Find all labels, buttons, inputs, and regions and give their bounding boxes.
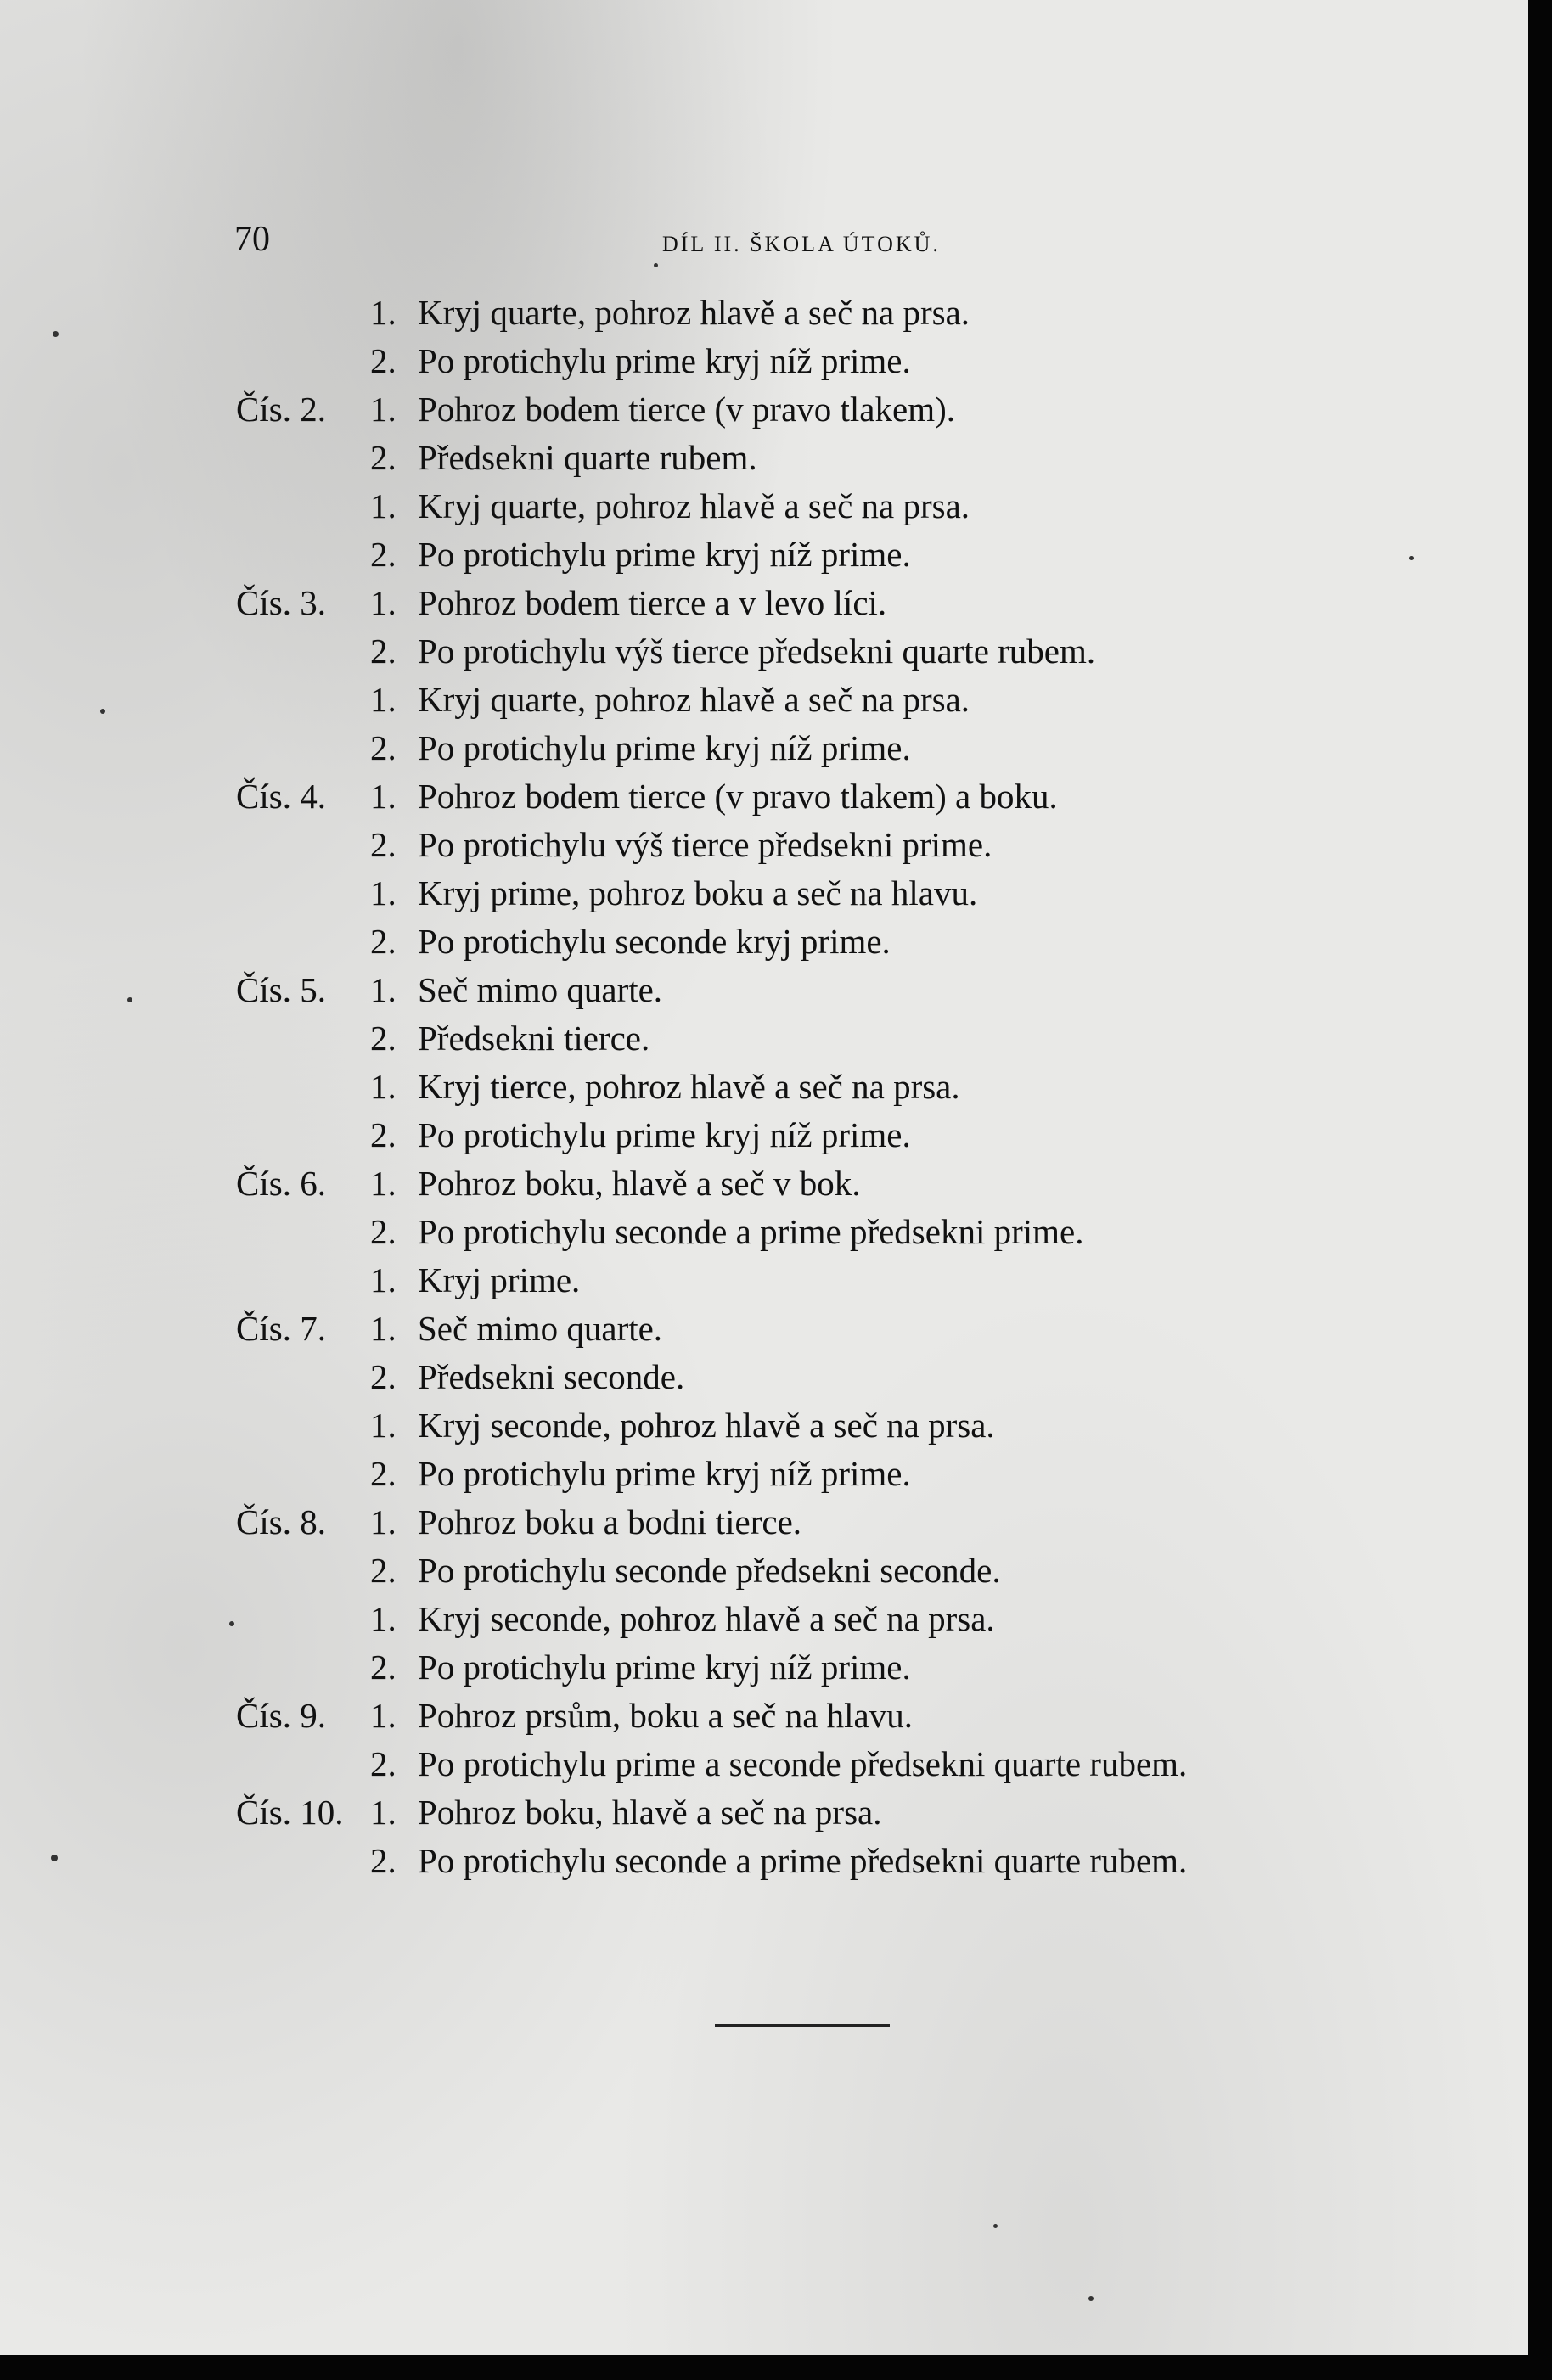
- text-line: [236, 1498, 1484, 1546]
- step-number: 1.: [370, 1793, 396, 1832]
- paper-speck: [1088, 2296, 1094, 2301]
- step-text: Po protichylu seconde a prime předsekni prime.: [418, 1212, 1084, 1251]
- text-line: [236, 676, 1484, 724]
- step-text: Po protichylu seconde předsekni seconde.: [418, 1551, 1001, 1590]
- step-number: 2.: [370, 1841, 396, 1880]
- step-text: Kryj prime, pohroz boku a seč na hlavu.: [418, 873, 978, 912]
- step-text: Kryj quarte, pohroz hlavě a seč na prsa.: [418, 680, 970, 719]
- step-number: 2.: [370, 1454, 396, 1493]
- step-text: Pohroz boku, hlavě a seč na prsa.: [418, 1793, 882, 1832]
- exercise-label: Čís. 4.: [236, 777, 326, 816]
- text-line: [236, 1546, 1484, 1595]
- text-line: [236, 821, 1484, 869]
- step-number: 2.: [370, 1551, 396, 1590]
- text-line: [236, 966, 1484, 1014]
- exercise-label: Čís. 10.: [236, 1793, 344, 1832]
- page-number: 70: [234, 220, 270, 259]
- exercise-label: Čís. 2.: [236, 390, 326, 429]
- step-number: 1.: [370, 1599, 396, 1638]
- step-number: 1.: [370, 293, 396, 332]
- text-line: [236, 289, 1484, 337]
- step-text: Po protichylu výš tierce předsekni prime.: [418, 825, 992, 864]
- exercise-label: Čís. 7.: [236, 1309, 326, 1348]
- step-text: Kryj quarte, pohroz hlavě a seč na prsa.: [418, 293, 970, 332]
- step-number: 2.: [370, 728, 396, 767]
- text-line: [236, 579, 1484, 627]
- step-number: 1.: [370, 680, 396, 719]
- step-text: Po protichylu výš tierce předsekni quarte rubem.: [418, 631, 1096, 671]
- exercise-label: Čís. 3.: [236, 583, 326, 622]
- step-number: 2.: [370, 535, 396, 574]
- step-text: Kryj seconde, pohroz hlavě a seč na prsa.: [418, 1406, 995, 1445]
- text-line: [236, 1643, 1484, 1692]
- step-number: 1.: [370, 390, 396, 429]
- step-text: Předsekni seconde.: [418, 1357, 685, 1396]
- step-number: 2.: [370, 825, 396, 864]
- step-text: Seč mimo quarte.: [418, 1309, 663, 1348]
- exercise-label: Čís. 8.: [236, 1502, 326, 1541]
- paper-speck: [100, 709, 105, 714]
- step-text: Po protichylu prime kryj níž prime.: [418, 1115, 911, 1154]
- step-text: Po protichylu prime kryj níž prime.: [418, 728, 911, 767]
- text-line: [236, 530, 1484, 579]
- step-number: 2.: [370, 1647, 396, 1687]
- text-line: [236, 1740, 1484, 1788]
- text-line: [236, 1159, 1484, 1208]
- text-line: [236, 1450, 1484, 1498]
- text-line: [236, 1111, 1484, 1159]
- exercise-label: Čís. 9.: [236, 1696, 326, 1735]
- step-text: Po protichylu seconde a prime předsekni quarte rubem.: [418, 1841, 1188, 1880]
- step-number: 1.: [370, 777, 396, 816]
- text-line: [236, 1401, 1484, 1450]
- text-line: [236, 1014, 1484, 1063]
- exercise-list: [236, 289, 1484, 1885]
- paper-speck: [1409, 556, 1414, 560]
- step-number: 1.: [370, 1067, 396, 1106]
- paper-speck: [993, 2224, 998, 2228]
- step-text: Předsekni tierce.: [418, 1019, 650, 1058]
- step-number: 2.: [370, 1115, 396, 1154]
- text-line: [236, 869, 1484, 918]
- step-number: 2.: [370, 1744, 396, 1783]
- step-text: Pohroz boku, hlavě a seč v bok.: [418, 1164, 861, 1203]
- text-line: [236, 1595, 1484, 1643]
- step-text: Kryj tierce, pohroz hlavě a seč na prsa.: [418, 1067, 960, 1106]
- step-number: 1.: [370, 1696, 396, 1735]
- paper-speck: [127, 997, 132, 1002]
- step-number: 1.: [370, 1164, 396, 1203]
- text-line: [236, 337, 1484, 385]
- step-text: Po protichylu seconde kryj prime.: [418, 922, 891, 961]
- step-number: 1.: [370, 873, 396, 912]
- step-text: Kryj quarte, pohroz hlavě a seč na prsa.: [418, 486, 970, 525]
- text-line: [236, 1256, 1484, 1305]
- step-number: 2.: [370, 1357, 396, 1396]
- running-head: DÍL II. ŠKOLA ÚTOKŮ.: [662, 232, 941, 256]
- step-text: Pohroz bodem tierce (v pravo tlakem) a boku.: [418, 777, 1058, 816]
- step-text: Po protichylu prime kryj níž prime.: [418, 1647, 911, 1687]
- step-number: 1.: [370, 1502, 396, 1541]
- step-text: Kryj prime.: [418, 1260, 581, 1299]
- step-number: 1.: [370, 970, 396, 1009]
- text-line: [236, 482, 1484, 530]
- text-line: [236, 724, 1484, 772]
- text-line: [236, 385, 1484, 434]
- step-number: 1.: [370, 583, 396, 622]
- text-line: [236, 1837, 1484, 1885]
- step-number: 2.: [370, 341, 396, 380]
- step-text: Po protichylu prime a seconde předsekni quarte rubem.: [418, 1744, 1188, 1783]
- step-text: Pohroz bodem tierce a v levo líci.: [418, 583, 887, 622]
- step-number: 1.: [370, 1406, 396, 1445]
- text-line: [236, 1692, 1484, 1740]
- text-line: [236, 918, 1484, 966]
- exercise-label: Čís. 5.: [236, 970, 326, 1009]
- step-number: 2.: [370, 631, 396, 671]
- step-text: Pohroz prsům, boku a seč na hlavu.: [418, 1696, 913, 1735]
- scan-border-right: [1528, 0, 1552, 2380]
- step-number: 2.: [370, 1019, 396, 1058]
- step-text: Po protichylu prime kryj níž prime.: [418, 1454, 911, 1493]
- step-text: Pohroz boku a bodni tierce.: [418, 1502, 802, 1541]
- step-text: Kryj seconde, pohroz hlavě a seč na prsa.: [418, 1599, 995, 1638]
- step-number: 1.: [370, 1309, 396, 1348]
- step-number: 1.: [370, 1260, 396, 1299]
- step-number: 1.: [370, 486, 396, 525]
- text-line: [236, 434, 1484, 482]
- page-header: [234, 214, 1482, 265]
- text-line: [236, 772, 1484, 821]
- scan-border-bottom: [0, 2355, 1552, 2380]
- step-number: 2.: [370, 438, 396, 477]
- end-rule: [715, 2024, 890, 2027]
- text-line: [236, 1305, 1484, 1353]
- step-text: Po protichylu prime kryj níž prime.: [418, 535, 911, 574]
- step-text: Seč mimo quarte.: [418, 970, 663, 1009]
- step-text: Předsekni quarte rubem.: [418, 438, 757, 477]
- text-line: [236, 627, 1484, 676]
- paper-speck: [654, 263, 658, 267]
- step-text: Pohroz bodem tierce (v pravo tlakem).: [418, 390, 955, 429]
- text-line: [236, 1353, 1484, 1401]
- text-line: [236, 1788, 1484, 1837]
- step-number: 2.: [370, 922, 396, 961]
- exercise-label: Čís. 6.: [236, 1164, 326, 1203]
- paper-speck: [229, 1621, 234, 1626]
- step-number: 2.: [370, 1212, 396, 1251]
- step-text: Po protichylu prime kryj níž prime.: [418, 341, 911, 380]
- text-line: [236, 1063, 1484, 1111]
- paper-speck: [51, 1855, 58, 1861]
- text-line: [236, 1208, 1484, 1256]
- paper-speck: [53, 331, 59, 337]
